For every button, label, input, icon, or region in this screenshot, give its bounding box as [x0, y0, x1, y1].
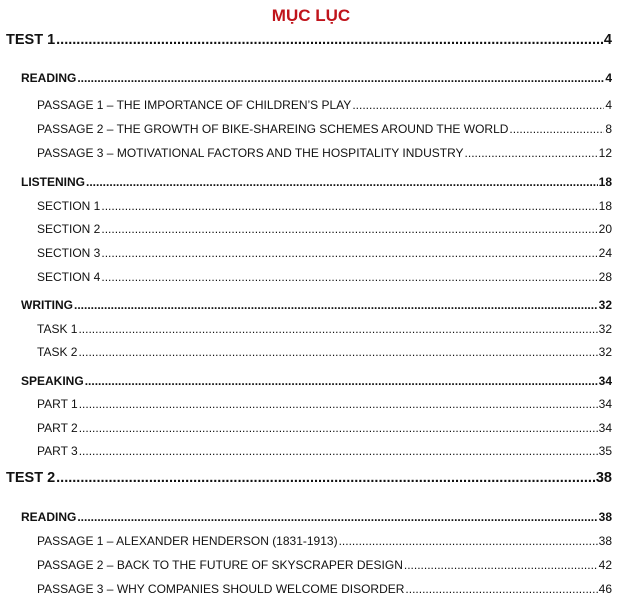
- toc-entry-page: 28: [598, 270, 612, 284]
- toc-entry-label: PASSAGE 3 – MOTIVATIONAL FACTORS AND THE HOSPITALITY INDUSTRY: [37, 146, 464, 160]
- toc-entry-label: TEST 1: [6, 32, 56, 48]
- toc-entry-page: 34: [598, 397, 612, 411]
- toc-dot-leader: [56, 470, 595, 486]
- toc-entry-page: 32: [598, 345, 612, 359]
- toc-dot-leader: [352, 98, 604, 112]
- toc-entry[interactable]: [37, 341, 612, 359]
- toc-dot-leader: [405, 582, 597, 596]
- toc-entry-label: PASSAGE 2 – BACK TO THE FUTURE OF SKYSCRAPER DESIGN: [37, 558, 403, 572]
- toc-entry-label: PASSAGE 3 – WHY COMPANIES SHOULD WELCOME DISORDER: [37, 582, 405, 596]
- toc-dot-leader: [77, 71, 604, 85]
- toc-dot-leader: [101, 199, 597, 213]
- toc-dot-leader: [74, 298, 598, 312]
- toc-dot-leader: [77, 510, 597, 524]
- toc-entry[interactable]: [37, 440, 612, 458]
- toc-dot-leader: [79, 421, 598, 435]
- toc-entry-page: 24: [598, 246, 612, 260]
- toc-entry-label: SECTION 1: [37, 199, 101, 213]
- toc-dot-leader: [339, 534, 598, 548]
- toc-entry-label: READING: [21, 510, 77, 524]
- toc-entry-page: 46: [598, 582, 612, 596]
- toc-dot-leader: [86, 175, 598, 189]
- toc-entry-label: SECTION 3: [37, 246, 101, 260]
- toc-dot-leader: [101, 270, 597, 284]
- toc-entry-page: 32: [598, 298, 612, 312]
- toc-entry-page: 34: [598, 374, 612, 388]
- toc-entry[interactable]: [21, 506, 612, 524]
- toc-entry[interactable]: [37, 94, 612, 112]
- toc-entry[interactable]: [21, 171, 612, 189]
- toc-dot-leader: [465, 146, 598, 160]
- toc-dot-leader: [101, 222, 597, 236]
- toc-entry-page: 35: [598, 444, 612, 458]
- toc-entry-page: 4: [605, 71, 612, 85]
- toc-entry-page: 18: [598, 199, 612, 213]
- toc-entry-page: 12: [598, 146, 612, 160]
- toc-dot-leader: [85, 374, 598, 388]
- toc-entry-page: 8: [605, 122, 612, 136]
- toc-entry-page: 38: [598, 510, 612, 524]
- toc-entry-label: PART 1: [37, 397, 78, 411]
- toc-entry[interactable]: [37, 393, 612, 411]
- toc-entry[interactable]: [37, 218, 612, 236]
- toc-entry[interactable]: [37, 318, 612, 336]
- toc-entry-page: 38: [595, 470, 612, 486]
- toc-entry-page: 4: [603, 32, 612, 48]
- toc-entry[interactable]: [21, 370, 612, 388]
- toc-entry[interactable]: [37, 195, 612, 213]
- toc-entry-page: 42: [598, 558, 612, 572]
- toc-entry-label: READING: [21, 71, 77, 85]
- toc-dot-leader: [78, 345, 597, 359]
- toc-entry-page: 32: [598, 322, 612, 336]
- toc-dot-leader: [79, 444, 598, 458]
- toc-entry-label: SECTION 4: [37, 270, 101, 284]
- toc-entry-label: PART 3: [37, 444, 78, 458]
- toc-entry-label: SPEAKING: [21, 374, 84, 388]
- toc-entry[interactable]: [37, 530, 612, 548]
- toc-entry[interactable]: [37, 118, 612, 136]
- toc-entry-label: WRITING: [21, 298, 73, 312]
- toc-dot-leader: [56, 32, 603, 48]
- toc-entry[interactable]: [37, 578, 612, 596]
- toc-entry[interactable]: [37, 242, 612, 260]
- toc-entry[interactable]: [37, 554, 612, 572]
- toc-dot-leader: [101, 246, 597, 260]
- toc-entry-label: TEST 2: [6, 470, 56, 486]
- toc-entry-page: 4: [605, 98, 612, 112]
- toc-entry-page: 38: [598, 534, 612, 548]
- toc-entry[interactable]: [37, 142, 612, 160]
- toc-entry-label: SECTION 2: [37, 222, 101, 236]
- toc-dot-leader: [509, 122, 604, 136]
- toc-entry-label: PASSAGE 2 – THE GROWTH OF BIKE-SHAREING SCHEMES AROUND THE WORLD: [37, 122, 509, 136]
- toc-entry-page: 18: [598, 175, 612, 189]
- toc-entry[interactable]: [6, 30, 612, 48]
- toc-entry-label: PASSAGE 1 – ALEXANDER HENDERSON (1831-1913): [37, 534, 338, 548]
- toc-entry-label: PASSAGE 1 – THE IMPORTANCE OF CHILDREN’S PLAY: [37, 98, 352, 112]
- toc-entry-label: LISTENING: [21, 175, 86, 189]
- toc-entry-label: PART 2: [37, 421, 78, 435]
- toc-dot-leader: [78, 322, 597, 336]
- toc-title: MỤC LỤC: [271, 6, 351, 25]
- toc-entry-label: TASK 1: [37, 322, 78, 336]
- toc-entry[interactable]: [6, 468, 612, 486]
- toc-entry[interactable]: [21, 294, 612, 312]
- toc-entry[interactable]: [21, 67, 612, 85]
- toc-entry[interactable]: [37, 417, 612, 435]
- toc-entry[interactable]: [37, 266, 612, 284]
- toc-entry-page: 20: [598, 222, 612, 236]
- toc-entry-label: TASK 2: [37, 345, 78, 359]
- toc-dot-leader: [404, 558, 598, 572]
- toc-entry-page: 34: [598, 421, 612, 435]
- toc-dot-leader: [79, 397, 598, 411]
